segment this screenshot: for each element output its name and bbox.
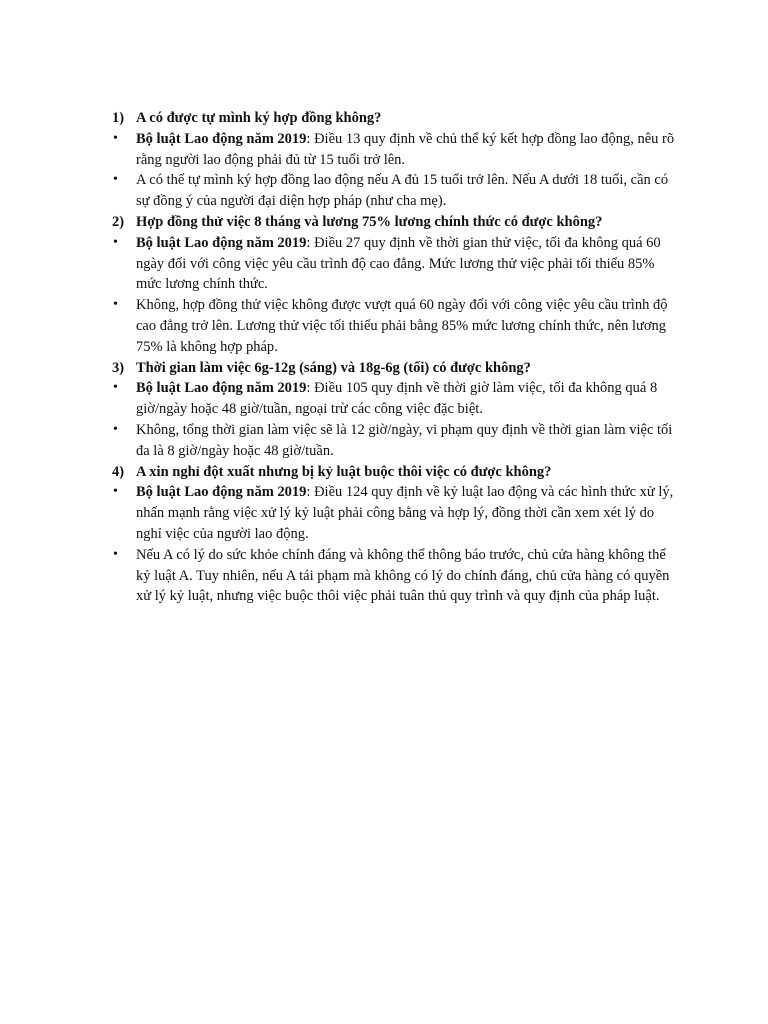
bullet-text: : Điều 13 quy định về chủ thể ký kết hợp đồng lao động, nêu rõ rằng người lao động phải đủ từ 15 tuổi trở lên. [136, 130, 675, 168]
list-item [112, 233, 678, 295]
question-3 [112, 358, 678, 379]
bullet-text: Không, tổng thời gian làm việc sẽ là 12 giờ/ngày, vi phạm quy định về thời gian làm việc tối đa là 8 giờ/ngày hoặc 48 giờ/tuần. [136, 421, 673, 459]
question-text: A xin nghỉ đột xuất nhưng bị kỷ luật buộc thôi việc có được không? [136, 463, 552, 480]
law-reference: Bộ luật Lao động năm 2019 [136, 234, 307, 251]
bullet-text: A có thể tự mình ký hợp đồng lao động nếu A đủ 15 tuổi trở lên. Nếu A dưới 18 tuổi, cần có sự đồng ý của người đại diện hợp pháp (như cha mẹ). [136, 172, 669, 210]
bullet-icon: • [113, 484, 118, 500]
bullet-text: : Điều 124 quy định về kỷ luật lao động và các hình thức xử lý, nhấn mạnh rằng việc xử lý kỷ luật phải công bằng và hợp lý, đồng thời cần xem xét lý do nghỉ việc của người lao động. [136, 484, 674, 542]
bullet-text: : Điều 27 quy định về thời gian thử việc, tối đa không quá 60 ngày đối với công việc yêu cầu trình độ cao đẳng. Mức lương thử việc phải tối thiểu 85% mức lương chính thức. [136, 234, 661, 293]
bullet-icon: • [113, 234, 118, 250]
bullet-icon: • [113, 546, 118, 562]
bullet-icon: • [113, 297, 118, 313]
law-reference: Bộ luật Lao động năm 2019 [136, 484, 307, 501]
bullet-text: : Điều 105 quy định về thời giờ làm việc, tối đa không quá 8 giờ/ngày hoặc 48 giờ/tuần, ngoại trừ các công việc đặc biệt. [136, 380, 658, 418]
question-2 [112, 212, 678, 233]
list-item [112, 378, 678, 420]
list-item [112, 420, 678, 462]
question-number: 4) [112, 463, 125, 480]
question-text: Hợp đồng thử việc 8 tháng và lương 75% lương chính thức có được không? [136, 213, 603, 230]
list-item [112, 482, 678, 544]
bullet-icon: • [113, 380, 118, 396]
document-body [112, 108, 678, 607]
list-item [112, 129, 678, 171]
bullet-icon: • [113, 421, 118, 437]
list-item [112, 295, 678, 357]
bullet-icon: • [113, 130, 118, 146]
question-text: Thời gian làm việc 6g-12g (sáng) và 18g-6g (tối) có được không? [136, 359, 531, 376]
law-reference: Bộ luật Lao động năm 2019 [136, 130, 307, 147]
question-text: A có được tự mình ký hợp đồng không? [136, 110, 382, 126]
bullet-text: Nếu A có lý do sức khỏe chính đáng và không thể thông báo trước, chủ cửa hàng không thể kỷ luật A. Tuy nhiên, nếu A tái phạm mà không có lý do chính đáng, chủ cửa hàng có quyền xử lý kỷ luật, nhưng việc buộc thôi việc phải tuân thủ quy trình và quy định của pháp luật. [136, 546, 670, 605]
bullet-icon: • [113, 172, 118, 188]
question-1 [112, 108, 678, 129]
question-number: 1) [112, 110, 125, 126]
law-reference: Bộ luật Lao động năm 2019 [136, 380, 307, 397]
list-item [112, 170, 678, 212]
question-number: 2) [112, 213, 125, 230]
question-number: 3) [112, 359, 125, 376]
bullet-text: Không, hợp đồng thử việc không được vượt quá 60 ngày đối với công việc yêu cầu trình độ cao đẳng trở lên. Lương thử việc tối thiểu phải bằng 85% mức lương chính thức, nên lương 75% là không hợp pháp. [136, 297, 668, 355]
question-4 [112, 462, 678, 483]
list-item [112, 545, 678, 607]
